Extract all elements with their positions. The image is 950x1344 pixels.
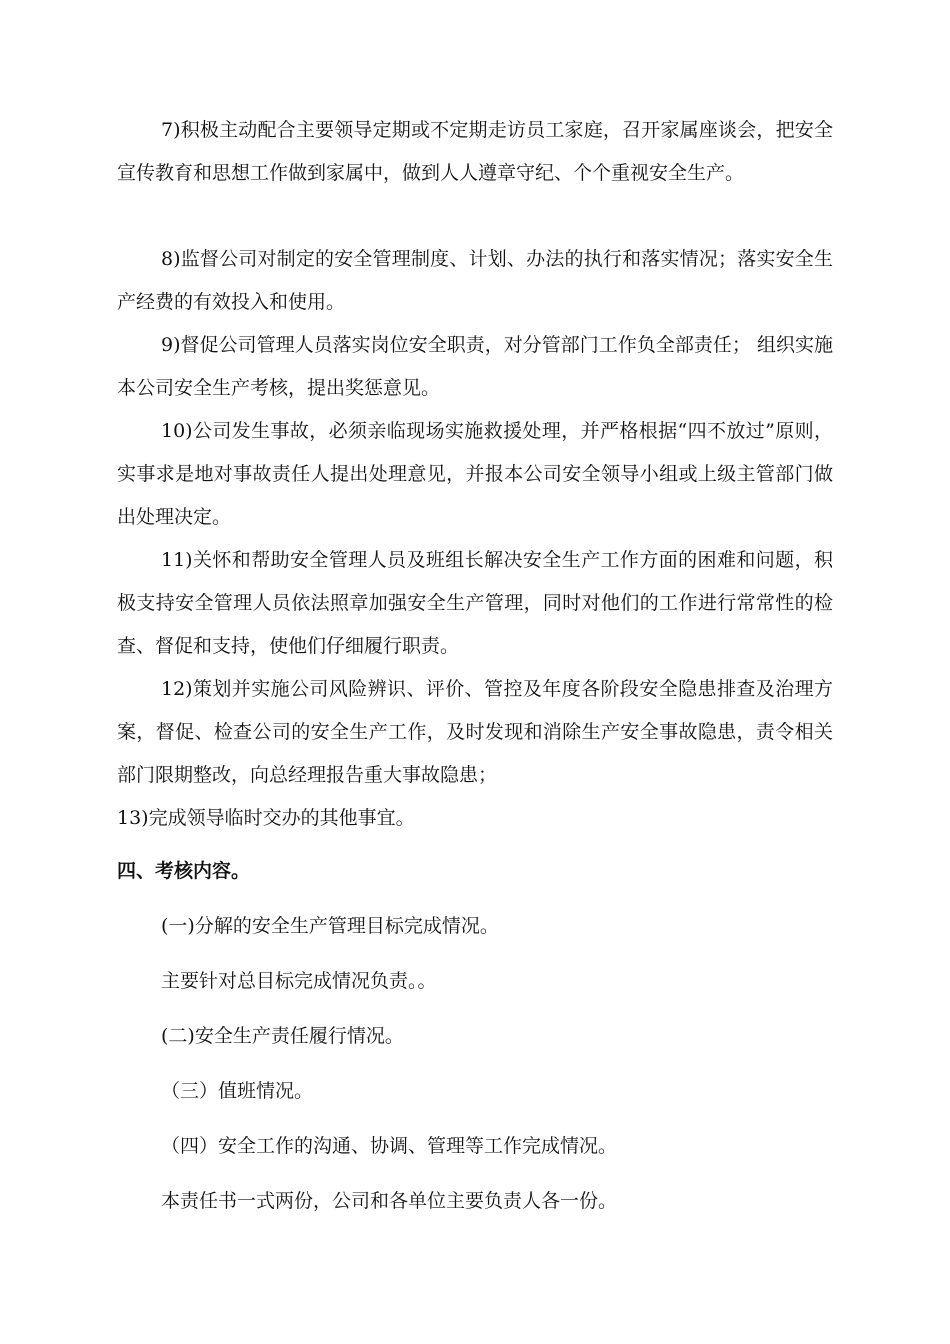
paragraph-7: 7)积极主动配合主要领导定期或不定期走访员工家庭，召开家属座谈会，把安全宣传教育和思想工作做到家属中，做到人人遵章守纪、个个重视安全生产。 bbox=[117, 119, 833, 184]
assessment-item-4: （四）安全工作的沟通、协调、管理等工作完成情况。 bbox=[161, 1135, 618, 1157]
paragraph-10: 10)公司发生事故，必须亲临现场实施救援处理，并严格根据“四不放过”原则，实事求是地对事故责任人提出处理意见，并报本公司安全领导小组或上级主管部门做出处理决定。 bbox=[117, 420, 833, 528]
paragraph-9: 9)督促公司管理人员落实岗位安全职责，对分管部门工作负全部责任； 组织实施本公司安全生产考核，提出奖惩意见。 bbox=[117, 334, 833, 399]
assessment-item-1: (一)分解的安全生产管理目标完成情况。 bbox=[161, 915, 499, 937]
assessment-item-2: (二)安全生产责任履行情况。 bbox=[161, 1025, 404, 1047]
section-heading: 四、考核内容。 bbox=[117, 860, 251, 882]
paragraph-11: 11)关怀和帮助安全管理人员及班组长解决安全生产工作方面的困难和问题，积极支持安全管理人员依法照章加强安全生产管理，同时对他们的工作进行常常性的检查、督促和支持，使他们仔细履行职责。 bbox=[117, 549, 833, 657]
paragraph-13: 13)完成领导临时交办的其他事宜。 bbox=[117, 807, 415, 829]
paragraph-12: 12)策划并实施公司风险辨识、评价、管控及年度各阶段安全隐患排查及治理方案，督促、检查公司的安全生产工作，及时发现和消除生产安全事故隐患，责令相关部门限期整改，向总经理报告重大事故隐患； bbox=[117, 678, 833, 786]
assessment-item-3: （三）值班情况。 bbox=[161, 1080, 314, 1102]
closing-statement: 本责任书一式两份，公司和各单位主要负责人各一份。 bbox=[161, 1190, 618, 1212]
paragraph-8: 8)监督公司对制定的安全管理制度、计划、办法的执行和落实情况；落实安全生产经费的有效投入和使用。 bbox=[117, 248, 833, 313]
assessment-item-1-note: 主要针对总目标完成情况负责。。 bbox=[161, 970, 437, 992]
